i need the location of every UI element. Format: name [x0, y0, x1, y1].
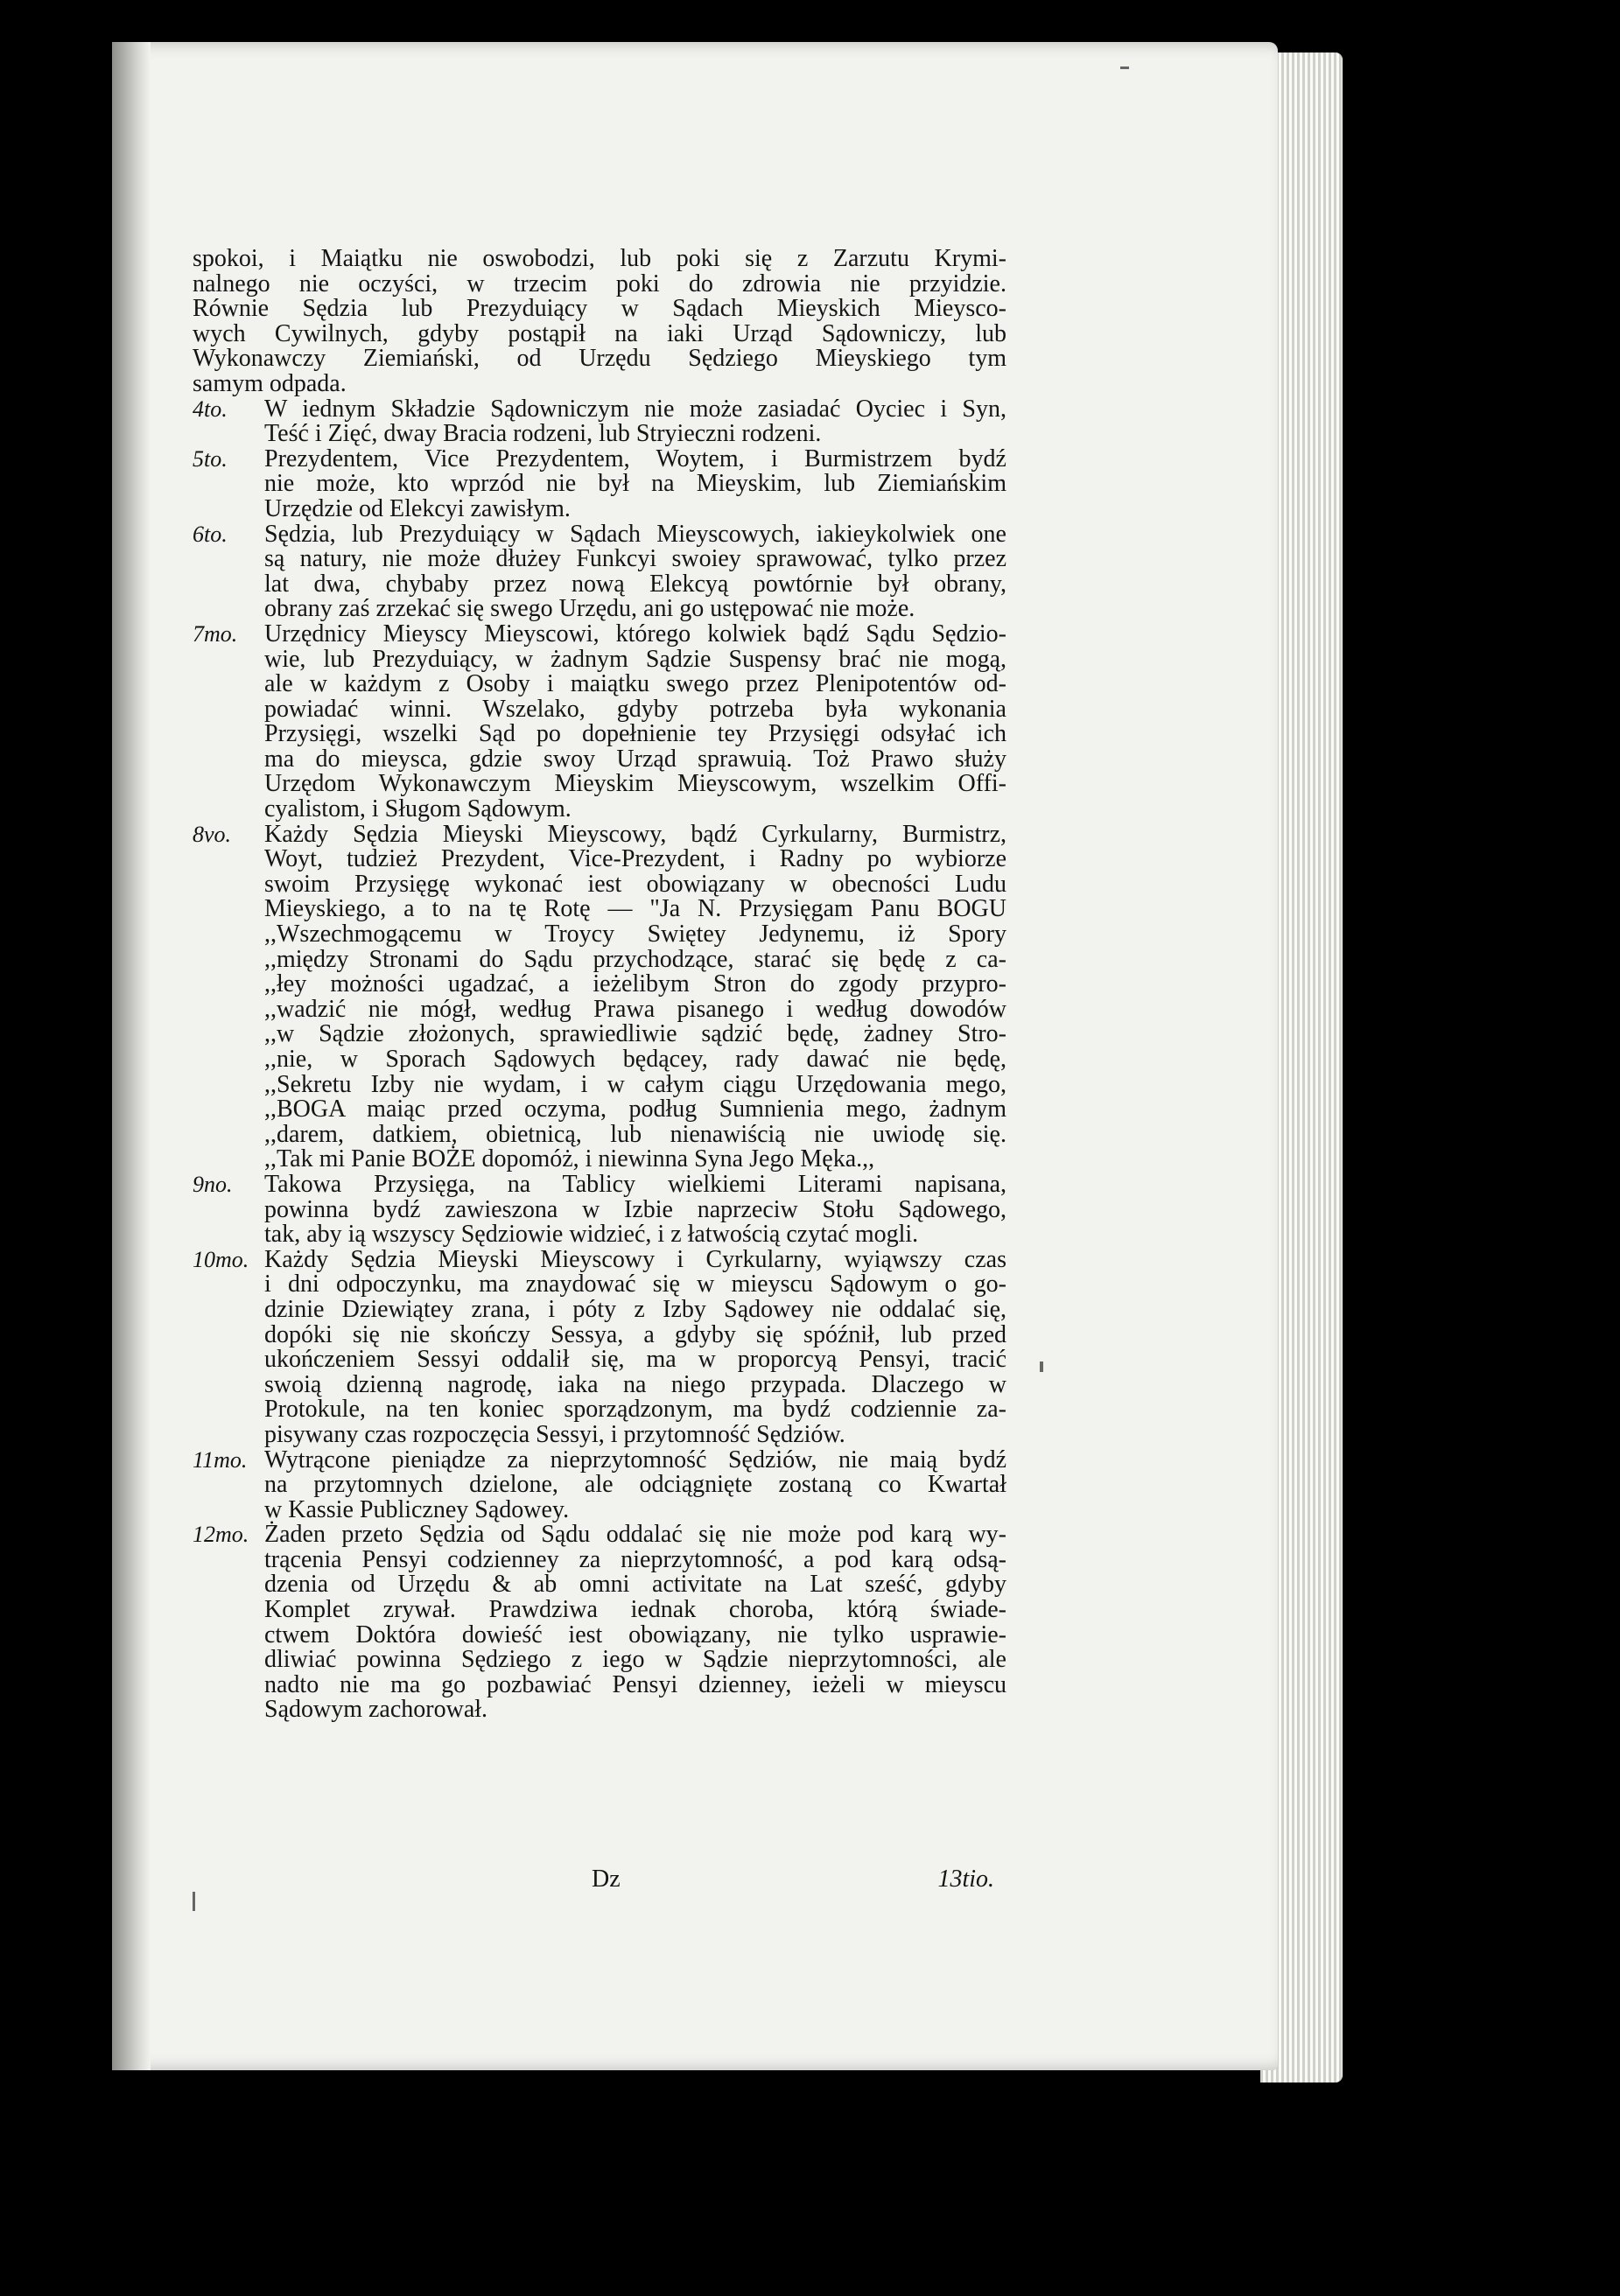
text-line: są natury, nie może dłużey Funkcyi swoiey sprawować, tylko przez — [264, 545, 1006, 573]
text-line: Mieyskiego, a to na tę Rotę — "Ja N. Przysięgam Panu BOGU — [264, 895, 1006, 923]
text-line: Żaden przeto Sędzia od Sądu oddalać się nie może pod karą wy- — [264, 1521, 1006, 1549]
text-line: swoią dzienną nagrodę, iaka na niego przypada. Dlaczego w — [264, 1370, 1006, 1398]
text-line: dzenia od Urzędu & ab omni activitate na Lat sześć, gdyby — [264, 1571, 1006, 1599]
paragraph-number: 6to. — [193, 521, 228, 547]
text-line: W iednym Składzie Sądowniczym nie może zasiadać Oyciec i Syn, — [264, 395, 1006, 423]
paragraph-number: 8vo. — [193, 821, 232, 847]
text-line: powinna bydź zawieszona w Izbie naprzeciw Stołu Sądowego, — [264, 1195, 1006, 1223]
text-line: ,,łey możności ugadzać, a ieżelibym Stron do zgody przypro- — [264, 970, 1006, 998]
paragraph — [193, 1448, 1006, 1523]
paragraph-number: 10mo. — [193, 1246, 249, 1272]
text-line: wych Cywilnych, gdyby postąpił na iaki Urząd Sądowniczy, lub — [193, 319, 1006, 347]
page-text — [193, 247, 1006, 1723]
text-line: nie może, kto wprzód nie był na Mieyskim, lub Ziemiańskim — [264, 470, 1006, 498]
text-line: Urzędom Wykonawczym Mieyskim Mieyscowym, wszelkim Offi- — [264, 770, 1006, 798]
text-line: ukończeniem Sessyi oddalił się, ma w proporcyą Pensyi, tracić — [264, 1346, 1006, 1374]
text-line: tak, aby ią wszyscy Sędziowie widzieć, i z łatwością czytać mogli. — [264, 1221, 919, 1249]
text-line: ,,wadzić nie mógł, według Prawa pisanego i według dowodów — [264, 995, 1006, 1023]
text-line: Takowa Przysięga, na Tablicy wielkiemi Literami napisana, — [264, 1170, 1006, 1198]
text-line: powiadać winni. Wszelako, gdyby potrzeba była wykonania — [264, 695, 1006, 723]
text-line: Protokule, na ten koniec sporządzonym, ma bydź codziennie za- — [264, 1396, 1006, 1424]
text-line: i dni odpoczynku, ma znaydować się w mieyscu Sądowym o go- — [264, 1270, 1006, 1298]
text-line: Wytrącone pieniądze za nieprzytomność Sędziów, nie maią bydź — [264, 1446, 1006, 1474]
text-line: Urzędnicy Mieyscy Mieyscowi, którego kolwiek bądź Sądu Sędzio- — [264, 620, 1006, 648]
text-line: dopóki się nie skończy Sessya, a gdyby się spóźnił, lub przed — [264, 1320, 1006, 1348]
text-line: wie, lub Prezyduiący, w żadnym Sądzie Suspensy brać nie mogą, — [264, 645, 1006, 673]
text-line: Każdy Sędzia Mieyski Mieyscowy, bądź Cyrkularny, Burmistrz, — [264, 820, 1006, 848]
text-line: samym odpada. — [193, 369, 347, 397]
text-line: pisywany czas rozpoczęcia Sessyi, i przytomność Sędziów. — [264, 1420, 845, 1448]
text-line: ,,Sekretu Izby nie wydam, i w całym ciągu Urzędowania mego, — [264, 1070, 1006, 1098]
text-line: ,,w Sądzie złożonych, sprawiedliwie sądzić będę, żadney Stro- — [264, 1020, 1006, 1048]
paragraph — [193, 397, 1006, 447]
catchword: 13tio. — [937, 1866, 994, 1893]
text-line: ,,między Stronami do Sądu przychodzące, starać się będę z ca- — [264, 945, 1006, 973]
text-line: obrany zaś zrzekać się swego Urzędu, ani go ustępować nie może. — [264, 595, 915, 623]
text-line: Komplet zrywał. Prawdziwa iednak choroba, którą świade- — [264, 1596, 1006, 1624]
text-line: nalnego nie oczyści, w trzecim poki do zdrowia nie przyidzie. — [193, 270, 1006, 298]
text-line: Woyt, tudzież Prezydent, Vice-Prezydent, i Radny po wybiorze — [264, 845, 1006, 873]
text-line: Teść i Zięć, dway Bracia rodzeni, lub Stryieczni rodzeni. — [264, 420, 822, 448]
paragraph-number: 7mo. — [193, 620, 238, 647]
paragraph — [193, 444, 1006, 522]
text-line: Prezydentem, Vice Prezydentem, Woytem, i Burmistrzem bydź — [264, 444, 1006, 472]
text-line: cyalistom, i Sługom Sądowym. — [264, 795, 572, 823]
paragraph-number: 12mo. — [193, 1522, 249, 1548]
paragraph — [193, 822, 1006, 1172]
paragraph — [193, 247, 1006, 397]
text-line: Sądowym zachorował. — [264, 1696, 488, 1724]
paragraph-number: 11mo. — [193, 1446, 248, 1473]
text-line: swoim Przysięgę wykonać iest obowiązany w obecności Ludu — [264, 870, 1006, 898]
text-line: ma do mieysca, gdzie swoy Urząd sprawuią. Toż Prawo służy — [264, 745, 1006, 773]
paragraph-number: 9no. — [193, 1171, 233, 1197]
scan-speck — [1120, 66, 1129, 69]
page-footer — [193, 1866, 1006, 1897]
page-gutter — [112, 42, 151, 2070]
text-line: Przysięgi, wszelki Sąd po dopełnienie tey Przysięgi odsyłać ich — [264, 720, 1006, 748]
paragraph — [193, 1245, 1006, 1448]
text-line: spokoi, i Maiątku nie oswobodzi, lub poki się z Zarzutu Krymi- — [193, 245, 1006, 272]
paragraph — [193, 1522, 1006, 1723]
text-line: ,,nie, w Sporach Sądowych będącey, rady dawać nie będę, — [264, 1046, 1006, 1073]
signature-mark: Dz — [592, 1866, 621, 1893]
paragraph-number: 4to. — [193, 396, 228, 422]
text-line: lat dwa, chybaby przez nową Elekcyą powtórnie był obrany, — [264, 570, 1006, 598]
text-line: ,,BOGA maiąc przed oczyma, podług Sumnienia mego, żadnym — [264, 1096, 1006, 1124]
text-line: Każdy Sędzia Mieyski Mieyscowy i Cyrkularny, wyiąwszy czas — [264, 1245, 1006, 1273]
text-line: Urzędzie od Elekcyi zawisłym. — [264, 494, 571, 522]
text-line: w Kassie Publiczney Sądowey. — [264, 1495, 570, 1523]
text-line: ,,Tak mi Panie BOŻE dopomóż, i niewinna Syna Jego Męka.,, — [264, 1145, 875, 1173]
text-line: na przytomnych dzielone, ale odciągnięte zostaną co Kwartał — [264, 1471, 1006, 1499]
text-line: ,,Wszechmogącemu w Troycy Swiętey Jedynemu, iż Spory — [264, 920, 1006, 948]
text-line: dliwiać powinna Sędziego z iego w Sądzie nieprzytomności, ale — [264, 1646, 1006, 1674]
paragraph — [193, 622, 1006, 822]
text-line: Równie Sędzia lub Prezyduiący w Sądach Mieyskich Mieysco- — [193, 295, 1006, 323]
text-line: ctwem Doktóra dowieść iest obowiązany, nie tylko usprawie- — [264, 1620, 1006, 1648]
text-line: trącenia Pensyi codzienney za nieprzytomność, a pod karą odsą- — [264, 1545, 1006, 1573]
text-line: Sędzia, lub Prezyduiący w Sądach Mieyscowych, iakieykolwiek one — [264, 520, 1006, 548]
text-line: nadto nie ma go pozbawiać Pensyi dzienney, ieżeli w mieyscu — [264, 1670, 1006, 1698]
paragraph-number: 5to. — [193, 445, 228, 472]
text-line: ,,darem, datkiem, obietnicą, lub nienawiścią nie uwiodę się. — [264, 1120, 1006, 1148]
text-line: ale w każdym z Osoby i maiątku swego przez Plenipotentów od- — [264, 670, 1006, 698]
paragraph — [193, 1172, 1006, 1248]
scan-speck — [1040, 1362, 1043, 1372]
paragraph — [193, 522, 1006, 622]
text-line: dzinie Dziewiątey zrana, i póty z Izby Sądowey nie oddalać się, — [264, 1295, 1006, 1323]
text-line: Wykonawczy Ziemiański, od Urzędu Sędziego Mieyskiego tym — [193, 345, 1006, 373]
